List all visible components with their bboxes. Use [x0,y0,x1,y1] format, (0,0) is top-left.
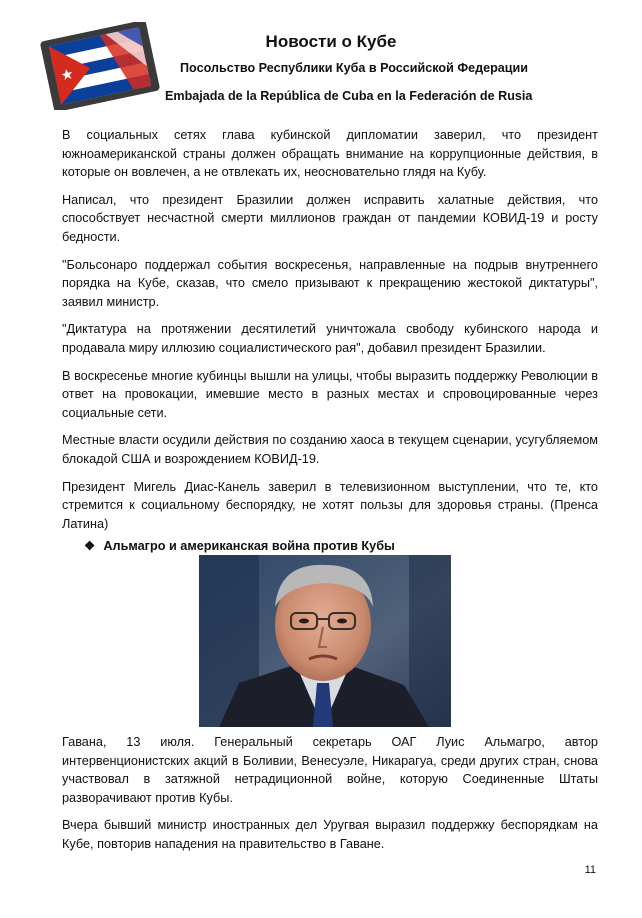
paragraph: Написал, что президент Бразилии должен исправить халатные действия, что способствует несчастной смерти миллионов граждан от пандемии КОВИД-19 и росту бедности. [62,192,598,244]
embassy-name-spanish: Embajada de la República de Cuba en la Federación de Rusia [165,89,533,103]
paragraph: Вчера бывший министр иностранных дел Уругвая выразил поддержку беспорядкам на Кубе, повторив нападения на правительство в Гаване. [62,818,598,851]
paragraph: Местные власти осудили действия по созданию хаоса в текущем сценарии, усугубляемом блокадой США и возрождением КОВИД-19. [62,433,598,466]
article-body-2 [62,733,598,863]
article-body-1 [62,126,598,542]
paragraph: Гавана, 13 июля. Генеральный секретарь ОАГ Луис Альмагро, автор интервенционистских акций в Боливии, Венесуэле, Никарагуа, среди других стран, снова участвовал в затяжной нетрадиционной войне, которую Соединенные Штаты разворачивают против Кубы. [62,735,598,805]
page-title: Новости о Кубе [265,32,397,51]
diamond-bullet-icon: ❖ [84,539,96,553]
paragraph: "Диктатура на протяжении десятилетий уничтожала свободу кубинского народа и продавала миру иллюзию социалистического рая", добавил президент Бразилии. [62,322,598,355]
paragraph: В воскресенье многие кубинцы вышли на улицы, чтобы выразить поддержку Революции в ответ на провокации, имевшие место в разных местах и спровоцированные через социальные сети. [62,368,598,420]
heading-text: Альмагро и американская война против Кубы [103,539,395,553]
embassy-name-russian: Посольство Республики Куба в Российской Федерации [180,61,528,75]
paragraph: В социальных сетях глава кубинской дипломатии заверил, что президент южноамериканской страны должен обращать внимание на коррупционные действия, в которые он вовлечен, а не отвлекать их, неосновательно глядя на Кубу. [62,128,598,180]
portrait-photo [199,555,451,727]
article-heading-2 [84,538,395,553]
paragraph: Президент Мигель Диас-Канель заверил в телевизионном выступлении, что те, кто стремится к социальному беспорядку, не хотят пользы для здоровья страны. (Пренса Латина) [62,479,598,531]
paragraph: "Больсонаро поддержал события воскресенья, направленные на подрыв внутреннего порядка на Кубе, сказав, что смело призывают к прекращению жестокой диктатуры", заявил министр. [62,257,598,309]
page-number: 11 [584,864,596,876]
